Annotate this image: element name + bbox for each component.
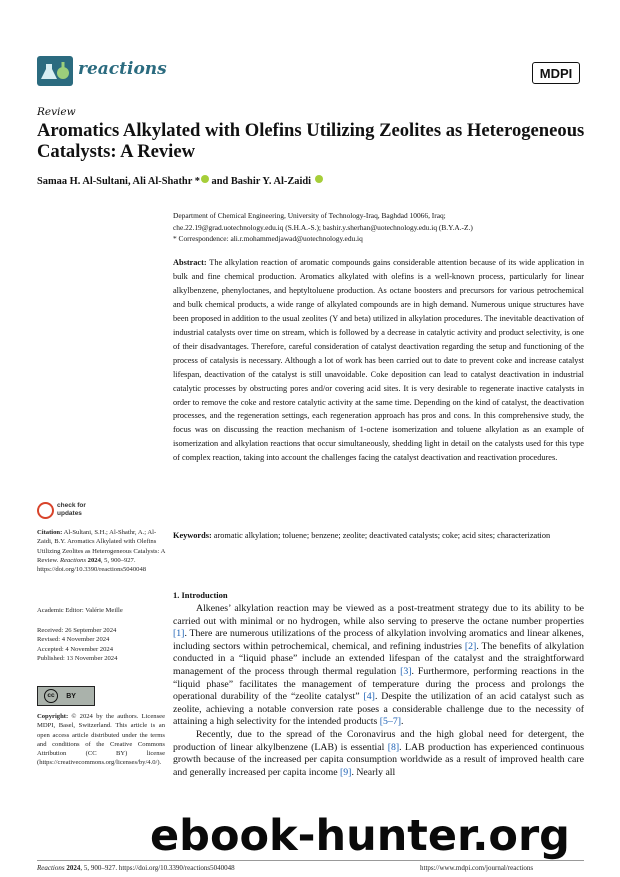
article-title: Aromatics Alkylated with Olefins Utilizing Zeolites as Heterogeneous Catalysts: A Review bbox=[37, 120, 585, 162]
author-names-2[interactable]: and Bashir Y. Al-Zaidi bbox=[208, 176, 314, 187]
paragraph bbox=[173, 603, 584, 729]
academic-editor: Academic Editor: Valérie Meille bbox=[37, 607, 123, 614]
abstract-label: Abstract: bbox=[173, 258, 207, 267]
accepted-date: Accepted: 4 November 2024 bbox=[37, 645, 113, 653]
author-names-1[interactable]: Samaa H. Al-Sultani, Ali Al-Shathr * bbox=[37, 176, 200, 187]
cc-by-license-icon[interactable] bbox=[37, 686, 95, 706]
published-date: Published: 13 November 2024 bbox=[37, 654, 118, 662]
footer-citation bbox=[37, 864, 235, 872]
citation-year: 2024 bbox=[86, 556, 101, 564]
paragraph-text: . Despite the utilization of an acid catalyst such as zeolite, achieving a notable conversion rate poses a considerable challenge due to the necessity of attaining a high selectivity for the intended products bbox=[173, 691, 584, 728]
paragraph-text: . Nearly all bbox=[351, 766, 396, 778]
orcid-icon[interactable] bbox=[201, 175, 209, 183]
keywords-text: aromatic alkylation; toluene; benzene; zeolite; deactivated catalysts; coke; acid sites; characterization bbox=[211, 531, 551, 540]
check-for-updates-button[interactable] bbox=[37, 500, 97, 522]
journal-logo-icon bbox=[37, 56, 73, 86]
citation-link[interactable]: [5–7] bbox=[379, 716, 402, 728]
affiliations bbox=[173, 210, 593, 245]
citation-text: Al-Sultani, S.H.; Al-Shathr, A.; Al-Zaidi, B.Y. Aromatics Alkylated with Olefins Utilizing Zeolites as Heterogeneous Catalysts: A Review. bbox=[37, 529, 166, 564]
abstract bbox=[173, 256, 584, 465]
footer-doi[interactable]: , 5, 900–927. https://doi.org/10.3390/reactions5040048 bbox=[80, 864, 235, 872]
cc-by-label: BY bbox=[66, 693, 76, 700]
updates-label bbox=[57, 502, 86, 518]
citation-block bbox=[37, 528, 165, 574]
citation-link[interactable]: [2] bbox=[464, 640, 477, 652]
paragraph bbox=[173, 729, 584, 779]
footer-year: 2024 bbox=[64, 864, 81, 872]
paragraph-text: . LAB production has experienced continuous growth because of the increased per capita consumption worldwide as a result of improved health care and generally increased per capita income bbox=[173, 741, 585, 778]
article-dates bbox=[37, 626, 165, 663]
footer-journal-url[interactable]: https://www.mdpi.com/journal/reactions bbox=[420, 864, 534, 872]
paragraph-text: . Furthermore, performing reactions in the “liquid phase” facilitates the management of temperature during the process and prolongs the operational durability of the “zeolite catalyst” bbox=[173, 665, 584, 703]
footer-journal: Reactions bbox=[37, 864, 65, 872]
citation-link[interactable]: [1] bbox=[173, 628, 185, 640]
journal-name[interactable]: reactions bbox=[78, 59, 167, 79]
citation-journal: Reactions bbox=[60, 556, 87, 564]
copyright-text[interactable]: © 2024 by the authors. Licensee MDPI, Basel, Switzerland. This article is an open access article distributed under the terms and conditions of the Creative Commons Attribution (CC BY) license (https://creativecommons.org/licenses/by/4.0/). bbox=[37, 713, 165, 767]
copyright-label: Copyright: bbox=[37, 713, 69, 720]
updates-line: updates bbox=[57, 510, 82, 517]
affiliation-line: Department of Chemical Engineering, University of Technology-Iraq, Baghdad 10066, Iraq; bbox=[173, 211, 446, 220]
citation-label: Citation: bbox=[37, 529, 63, 536]
paragraph-text: . There are numerous utilizations of the process of alkylation involving aromatics and linear alkenes, including sectors within petrochemical, chemical, and refining industries bbox=[173, 628, 584, 652]
paragraph-text: . The benefits of alkylation conducted in a “liquid phase” include an extended lifespan of the catalyst and the straightforward management of the process through thermal regulation bbox=[173, 640, 585, 677]
article-type: Review bbox=[37, 106, 76, 118]
paragraph-text: Recently, due to the spread of the Coronavirus and the high global need for detergent, the production of linear alkylbenzene (LAB) is essential bbox=[173, 728, 584, 753]
paragraph-text: Alkenes’ alkylation reaction may be viewed as a post-treatment strategy due to its ability to be carried out with minimal or no hydrogen, while also serving to preserve the octane number properties bbox=[173, 603, 584, 627]
correspondence[interactable]: * Correspondence: ali.r.mohammedjawad@uotechnology.edu.iq bbox=[173, 234, 363, 243]
watermark: ebook-hunter.org bbox=[150, 811, 570, 861]
citation-link[interactable]: [3] bbox=[400, 665, 412, 677]
author-list bbox=[37, 175, 323, 187]
section-heading-introduction: 1. Introduction bbox=[173, 590, 228, 600]
paragraph-text: . bbox=[401, 716, 404, 728]
citation-link[interactable]: [4] bbox=[363, 691, 375, 703]
introduction-body bbox=[173, 603, 584, 779]
orcid-icon[interactable] bbox=[315, 175, 323, 183]
revised-date: Revised: 4 November 2024 bbox=[37, 636, 110, 644]
copyright-block bbox=[37, 712, 165, 768]
abstract-text: The alkylation reaction of aromatic compounds gains considerable attention because of its wide application in bulk and fine chemical production. Aromatics alkylated with olefins is a well-known process, particularly for linear alkylbenzene, phenyloctanes, and heptyltoluene production. As octane boosters and precursors for various petrochemical and bulk chemical products, a wide range of alkylated compounds are in high demand. Numerous unique structures have been proposed in addition to the usual zeolites (Y and beta) utilized in alkylation procedures. The inevitable deactivation of industrial catalysts over time on stream, which is followed by a decrease in catalytic activity and product selectivity, is one of their disadvantages. Therefore, careful consideration of catalyst deactivation regarding the setup and functioning of the process of catalysis is necessary. Although a lot of work has been carried out to date to prevent coke and increase catalyst lifespan, deactivation of the catalyst is still unavoidable. Coke deposition can lead to catalyst deactivation in industrial catalytic processes by obstructing pores and/or covering acid sites. It is very desirable to regenerate inactive catalysts in order to remove the coke and restore catalytic activity at the same time. Depending on the kind of catalyst, the deactivation processes, and the regeneration settings, each regeneration approach has pros and cons. In this comprehensive study, the focus was on discussing the reaction mechanism of 1-octene isomerization and toluene alkylation as an example of isomerization and alkylation reactions that occur simultaneously, shedding light in detail on the catalysts used for this type of complex reaction, taking into account the challenges facing the catalyst deactivation and reactivation procedures. bbox=[173, 258, 584, 463]
updates-icon bbox=[37, 502, 54, 519]
updates-line: check for bbox=[57, 502, 86, 509]
citation-link[interactable]: [9] bbox=[340, 766, 352, 778]
publisher-logo[interactable]: MDPI bbox=[532, 62, 580, 84]
keywords-label: Keywords: bbox=[173, 531, 212, 540]
received-date: Received: 26 September 2024 bbox=[37, 627, 117, 634]
citation-link[interactable]: [8] bbox=[387, 741, 400, 753]
citation-doi[interactable]: , 5, 900–927. https://doi.org/10.3390/reactions5040048 bbox=[37, 556, 147, 574]
cc-label: cc bbox=[44, 689, 58, 703]
affiliation-emails[interactable]: che.22.19@grad.uotechnology.edu.iq (S.H.A.-S.); bashir.y.sherhan@uotechnology.edu.iq (B.Y.A.-Z.) bbox=[173, 222, 473, 232]
keywords bbox=[173, 529, 584, 543]
